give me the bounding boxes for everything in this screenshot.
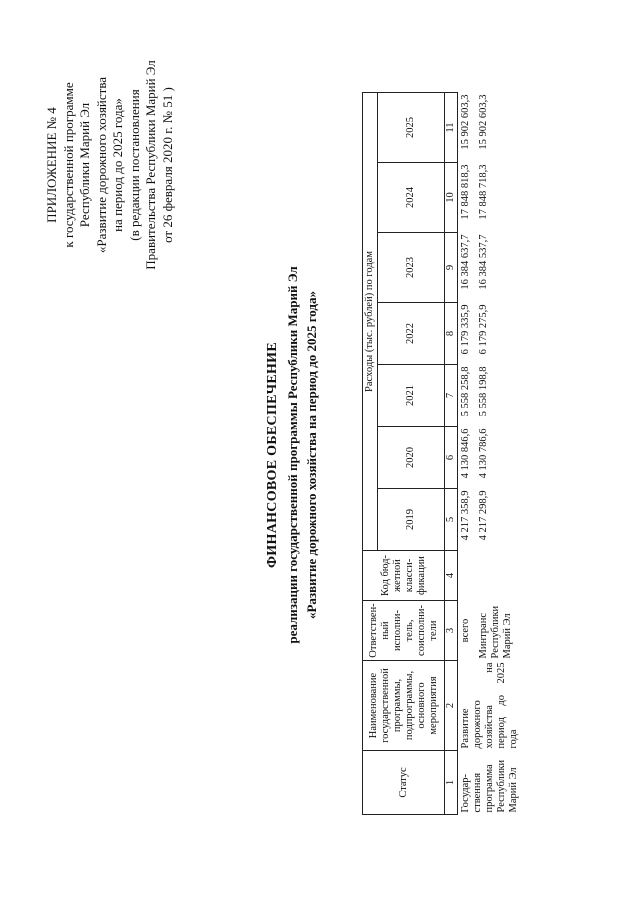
row-program-name: Развитие дорожного хозяйства на период до 2025 года xyxy=(460,662,519,749)
header-year: 2025 xyxy=(378,93,445,163)
column-number: 11 xyxy=(445,93,458,163)
annex-number: ПРИЛОЖЕНИЕ № 4 xyxy=(44,107,59,223)
column-number: 5 xyxy=(445,489,458,551)
row-status: Государ-ственная программа Республики Марий Эл xyxy=(460,759,519,813)
column-number: 3 xyxy=(445,601,458,661)
header-row xyxy=(363,93,378,815)
header-year: 2019 xyxy=(378,489,445,551)
annex-line: к государственной программе xyxy=(60,82,76,248)
annex-line: «Развитие дорожного хозяйства xyxy=(93,76,109,254)
header-year: 2024 xyxy=(378,163,445,233)
row-value: 17 848 718,3 xyxy=(478,164,490,220)
column-number: 1 xyxy=(445,751,458,815)
header-executor: Ответствен-ный исполни-тель, соисполни-тели xyxy=(363,601,445,661)
document-title: ФИНАНСОВОЕ ОБЕСПЕЧЕНИЕ xyxy=(265,341,280,569)
row-executor: всего xyxy=(460,618,471,643)
row-value: 6 179 335,9 xyxy=(460,304,471,355)
row-value: 5 558 198,8 xyxy=(478,366,490,417)
header-status: Статус xyxy=(363,751,445,815)
header-expenses: Расходы (тыс. рублей) по годам xyxy=(363,93,378,551)
row-value: 16 384 637,7 xyxy=(460,234,471,290)
column-number: 4 xyxy=(445,551,458,601)
column-number: 10 xyxy=(445,163,458,233)
row-value: 4 130 786,6 xyxy=(478,428,490,479)
row-code xyxy=(458,551,477,601)
header-year: 2022 xyxy=(378,303,445,365)
row-value: 4 130 846,6 xyxy=(460,428,471,479)
annex-line: (в редакции постановления xyxy=(126,89,142,241)
document-subtitle: реализации государственной программы Республики Марий Эл xyxy=(285,266,300,644)
annex-line: Правительства Республики Марий Эл xyxy=(143,60,158,270)
annex-date-line: от 26 февраля 2020 г. № 51 ) xyxy=(159,87,175,243)
document-heading xyxy=(265,105,319,805)
header-name: Наименование государственной программы, подпрограммы, основного мероприятия xyxy=(363,661,445,751)
header-year: 2021 xyxy=(378,365,445,427)
column-number: 6 xyxy=(445,427,458,489)
program-name: «Развитие дорожного хозяйства на период до 2025 года» xyxy=(304,291,319,620)
header-code: Код бюд-жетной класси-фикации xyxy=(363,551,445,601)
annex-line: Республики Марий Эл xyxy=(77,102,92,228)
row-value: 5 558 258,8 xyxy=(460,366,471,417)
row-value: 17 848 818,3 xyxy=(460,164,471,220)
column-number: 2 xyxy=(445,661,458,751)
annex-line: на период до 2025 года» xyxy=(110,98,125,232)
annex-block xyxy=(44,35,176,295)
table-row xyxy=(458,93,477,815)
header-year: 2023 xyxy=(378,233,445,303)
column-number: 9 xyxy=(445,233,458,303)
row-code xyxy=(476,551,522,601)
row-value: 6 179 275,9 xyxy=(478,304,490,355)
column-number: 7 xyxy=(445,365,458,427)
row-value: 15 902 603,3 xyxy=(478,94,490,150)
row-value: 4 217 358,9 xyxy=(460,490,471,541)
header-year: 2020 xyxy=(378,427,445,489)
row-executor: Минтранс Республики Марий Эл xyxy=(478,605,514,659)
column-number: 8 xyxy=(445,303,458,365)
row-value: 16 384 537,7 xyxy=(478,234,490,290)
row-value: 15 902 603,3 xyxy=(460,94,471,150)
column-number-row xyxy=(445,93,458,815)
financing-table xyxy=(362,92,522,815)
row-value: 4 217 298,9 xyxy=(478,490,490,541)
